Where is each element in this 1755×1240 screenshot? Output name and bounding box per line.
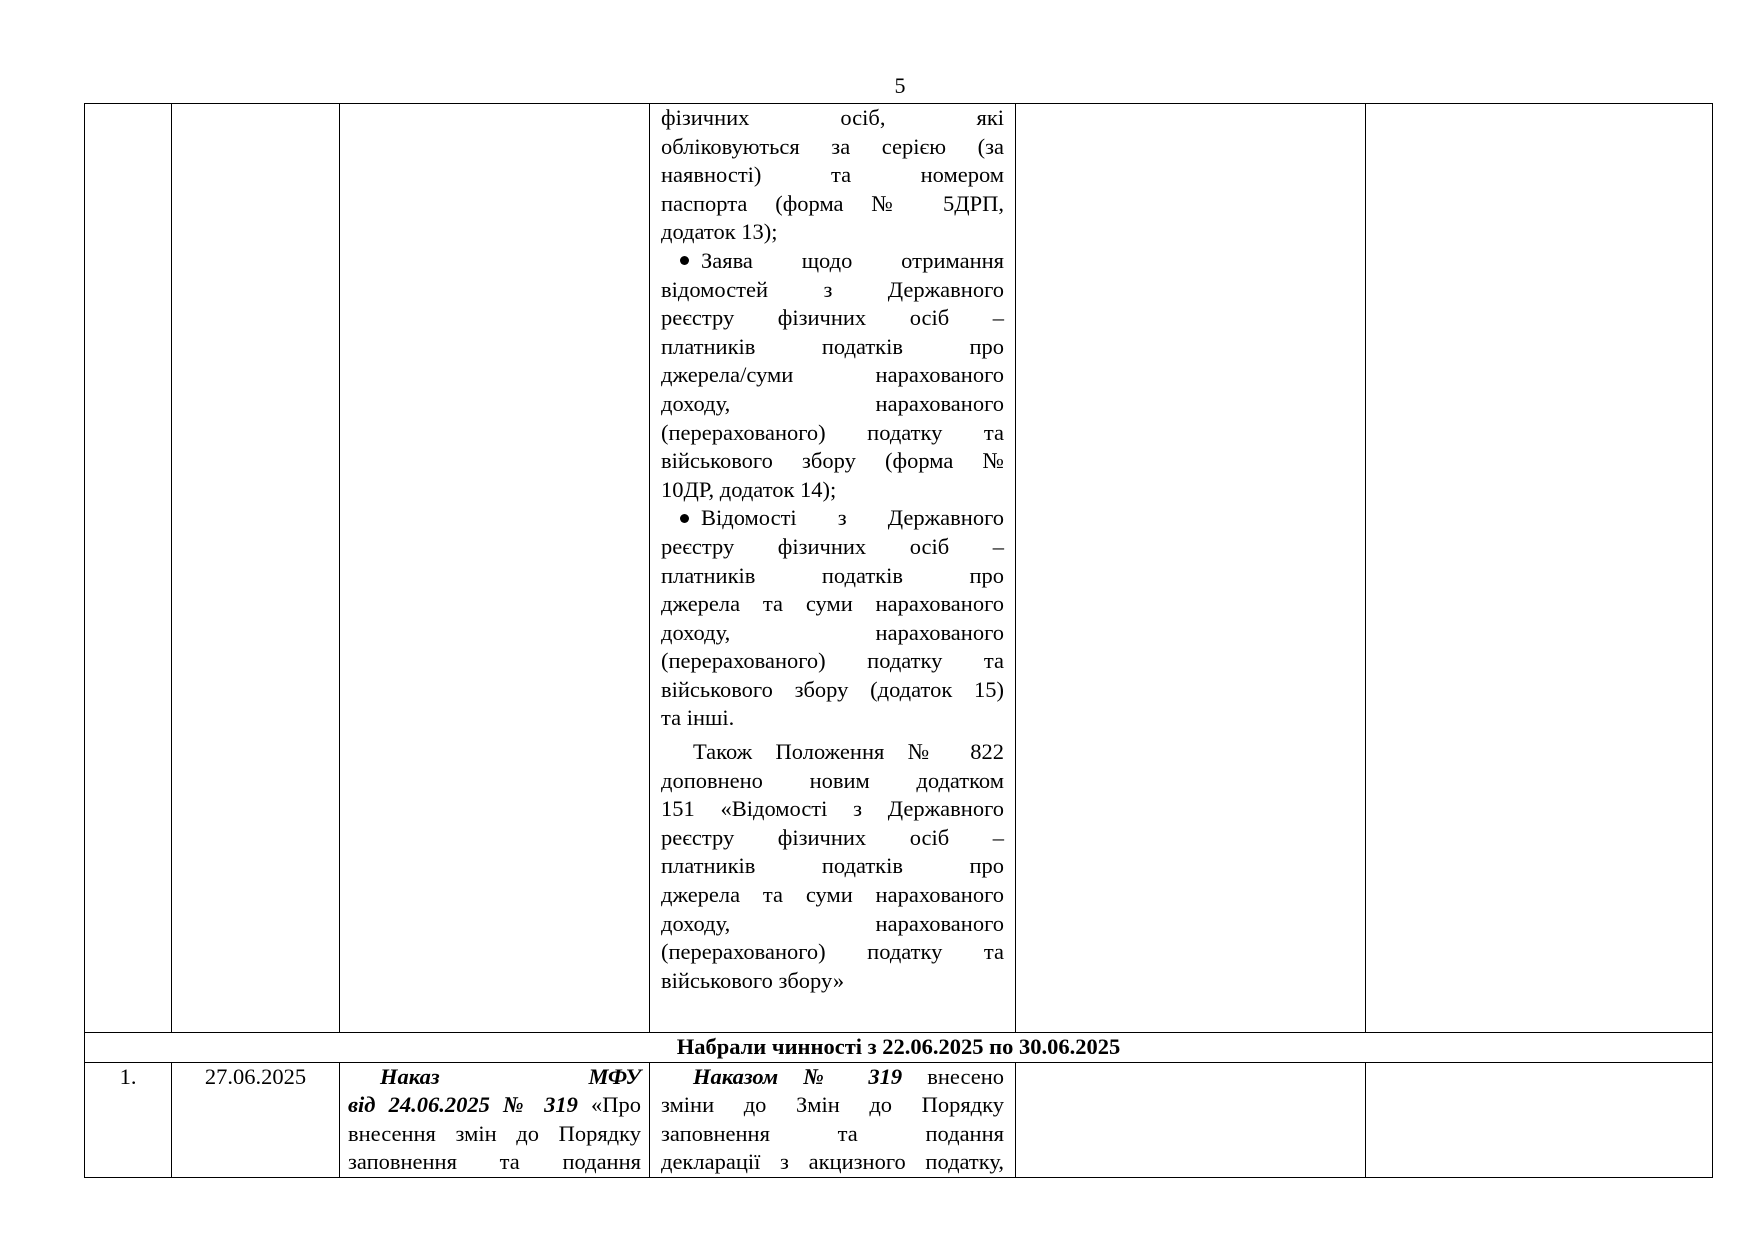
text-line: джерела/суми нарахованого	[661, 362, 1004, 388]
row-comments	[1366, 1062, 1713, 1177]
text-line: реєстру фізичних осіб –	[661, 305, 1004, 331]
row-document	[340, 1062, 650, 1177]
text-line: Також Положення № 822	[693, 739, 1004, 765]
text-line: декларації з акцизного податку,	[661, 1149, 1004, 1175]
cell-comments	[1366, 104, 1713, 1033]
bullet-text: Заява щодо отримання	[701, 247, 1004, 273]
bullet-item	[661, 247, 1004, 276]
section-title: Набрали чинності з 22.06.2025 по 30.06.2025	[85, 1033, 1713, 1063]
row-number: 1.	[85, 1062, 172, 1177]
text-line: внесення змін до Порядку	[348, 1120, 641, 1146]
text-line: відомостей з Державного	[661, 276, 1004, 302]
bullet-item	[661, 504, 1004, 533]
cell-document	[340, 104, 650, 1033]
text-line: реєстру фізичних осіб –	[661, 533, 1004, 559]
text-line: (перерахованого) податку та	[661, 419, 1004, 445]
bullet-icon	[680, 256, 689, 265]
text-line: паспорта (форма № 5ДРП,	[661, 190, 1004, 216]
text-line	[661, 1063, 1004, 1092]
text-line: 10ДР, додаток 14);	[661, 476, 837, 502]
text-line: джерела та суми нарахованого	[661, 591, 1004, 617]
page-number: 5	[894, 73, 906, 98]
section-header-row	[85, 1033, 1713, 1063]
text-line: джерела та суми нарахованого	[661, 882, 1004, 908]
doc-text: «Про	[577, 1092, 642, 1118]
text-line: обліковуються за серією (за	[661, 133, 1004, 159]
text-line: військового збору»	[661, 967, 845, 993]
doc-date-bold: від 24.06.2025 № 319	[348, 1092, 578, 1118]
row-content	[650, 1062, 1016, 1177]
text-line: доходу, нарахованого	[661, 390, 1004, 416]
row-date: 27.06.2025	[172, 1062, 340, 1177]
text-line: додаток 13);	[661, 219, 778, 245]
content-text	[650, 104, 1015, 995]
cell-date	[172, 104, 340, 1033]
doc-title-bold: Наказ МФУ	[380, 1063, 641, 1089]
text-line: доходу, нарахованого	[661, 619, 1004, 645]
text-line: військового збору (додаток 15)	[661, 676, 1004, 702]
legislation-table	[84, 103, 1713, 1178]
cell-content	[650, 104, 1016, 1033]
text-line: (перерахованого) податку та	[661, 648, 1004, 674]
cell-number	[85, 104, 172, 1033]
content-text: внесено	[902, 1063, 1004, 1089]
text-line: (перерахованого) податку та	[661, 939, 1004, 965]
text-line: фізичних осіб, які	[661, 105, 1004, 130]
row-notes	[1016, 1062, 1366, 1177]
text-line: зміни до Змін до Порядку	[661, 1092, 1004, 1118]
cell-notes	[1016, 104, 1366, 1033]
text-line: заповнення та подання	[348, 1149, 641, 1175]
text-line: платників податків про	[661, 853, 1004, 879]
text-line: доходу, нарахованого	[661, 910, 1004, 936]
text-line: заповнення та подання	[661, 1120, 1004, 1146]
text-line: та інші.	[661, 705, 735, 731]
text-line: платників податків про	[661, 562, 1004, 588]
text-line: 151 «Відомості з Державного	[661, 796, 1004, 822]
bullet-text: Відомості з Державного	[701, 505, 1004, 531]
text-line: наявності) та номером	[661, 162, 1004, 188]
text-line: військового збору (форма №	[661, 448, 1004, 474]
bullet-icon	[680, 514, 689, 523]
text-line: доповнено новим додатком	[661, 767, 1004, 793]
text-line: реєстру фізичних осіб –	[661, 824, 1004, 850]
table-row-continued	[85, 104, 1713, 1033]
table-row	[85, 1062, 1713, 1177]
text-line: платників податків про	[661, 333, 1004, 359]
text-line	[348, 1091, 641, 1120]
content-bold: Наказом № 319	[693, 1063, 903, 1089]
